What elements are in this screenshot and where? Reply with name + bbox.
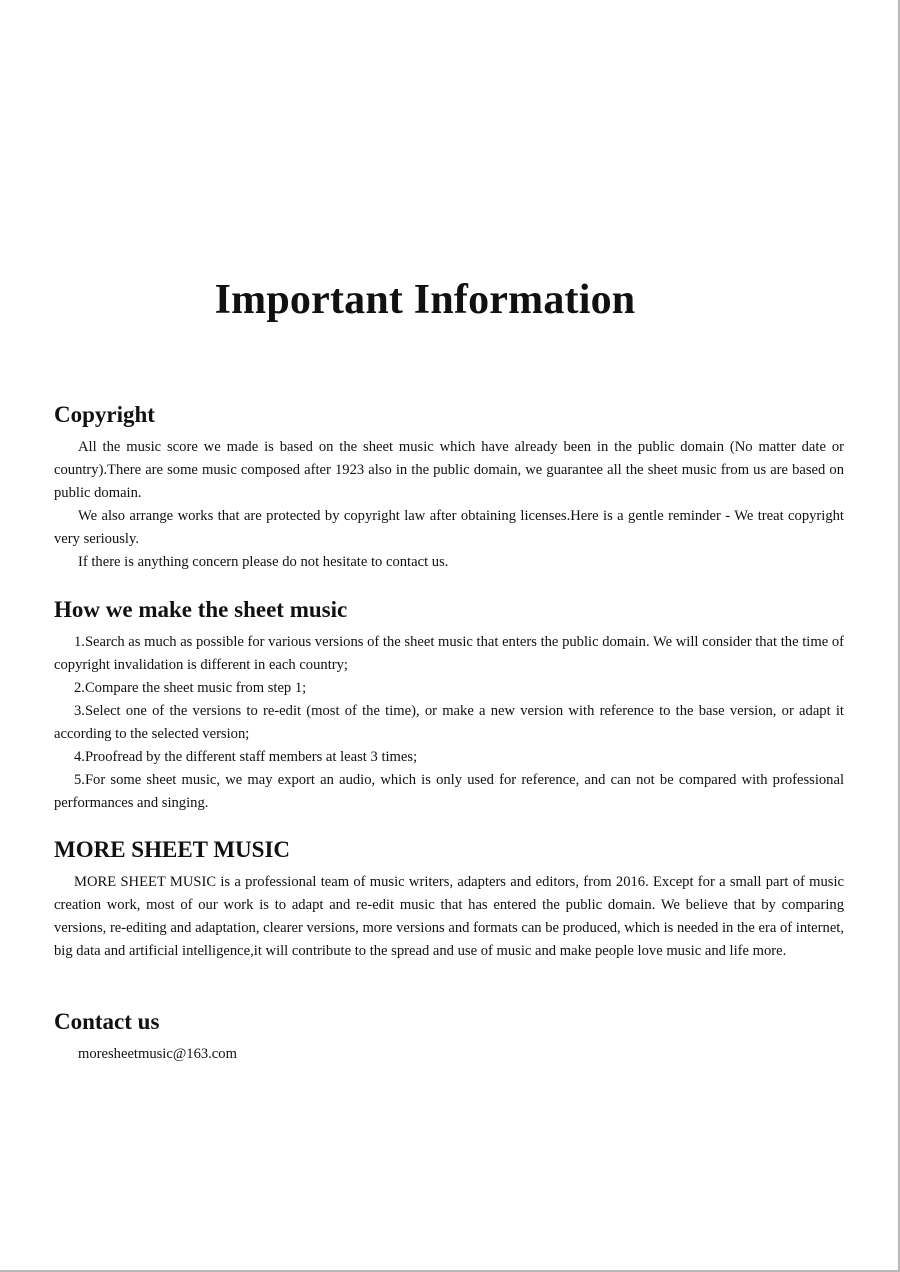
copyright-paragraph: All the music score we made is based on the sheet music which have already been in the public domain (No matter date or country).There are some music composed after 1923 also in the public domain, we guarantee all the sheet music from us are based on public domain. [54, 439, 844, 501]
how-we-make-section [54, 595, 844, 815]
contact-section [54, 1007, 844, 1066]
process-step: 2.Compare the sheet music from step 1; [74, 680, 307, 696]
more-sheet-music-paragraph: MORE SHEET MUSIC is a professional team of music writers, adapters and editors, from 2016. Except for a small part of music creation work, most of our work is to adapt and re-edit music that has entered the public domain. We believe that by comparing versions, re-editing and adaptation, clearer versions, more versions and formats can be produced, which is needed in the era of internet, big data and artificial intelligence,it will contribute to the spread and use of music and make people love music and life more. [54, 874, 844, 959]
contact-heading: Contact us [54, 1009, 160, 1034]
contact-email: moresheetmusic@163.com [78, 1046, 237, 1062]
process-step: 1.Search as much as possible for various versions of the sheet music that enters the public domain. We will consider that the time of copyright invalidation is different in each country; [54, 634, 844, 673]
copyright-paragraph: If there is anything concern please do not hesitate to contact us. [78, 554, 449, 570]
how-we-make-heading: How we make the sheet music [54, 597, 348, 622]
more-sheet-music-section [54, 835, 844, 963]
copyright-heading: Copyright [54, 402, 155, 427]
more-sheet-music-heading: MORE SHEET MUSIC [54, 837, 291, 862]
process-step: 3.Select one of the versions to re-edit (most of the time), or make a new version with reference to the base version, or adapt it according to the selected version; [54, 703, 844, 742]
copyright-paragraph: We also arrange works that are protected by copyright law after obtaining licenses.Here is a gentle reminder - We treat copyright very seriously. [54, 508, 844, 547]
copyright-section [54, 400, 844, 574]
page-title: Important Information [214, 277, 636, 323]
process-step: 4.Proofread by the different staff members at least 3 times; [74, 749, 418, 765]
process-step: 5.For some sheet music, we may export an audio, which is only used for reference, and can not be compared with professional performances and singing. [54, 772, 844, 811]
